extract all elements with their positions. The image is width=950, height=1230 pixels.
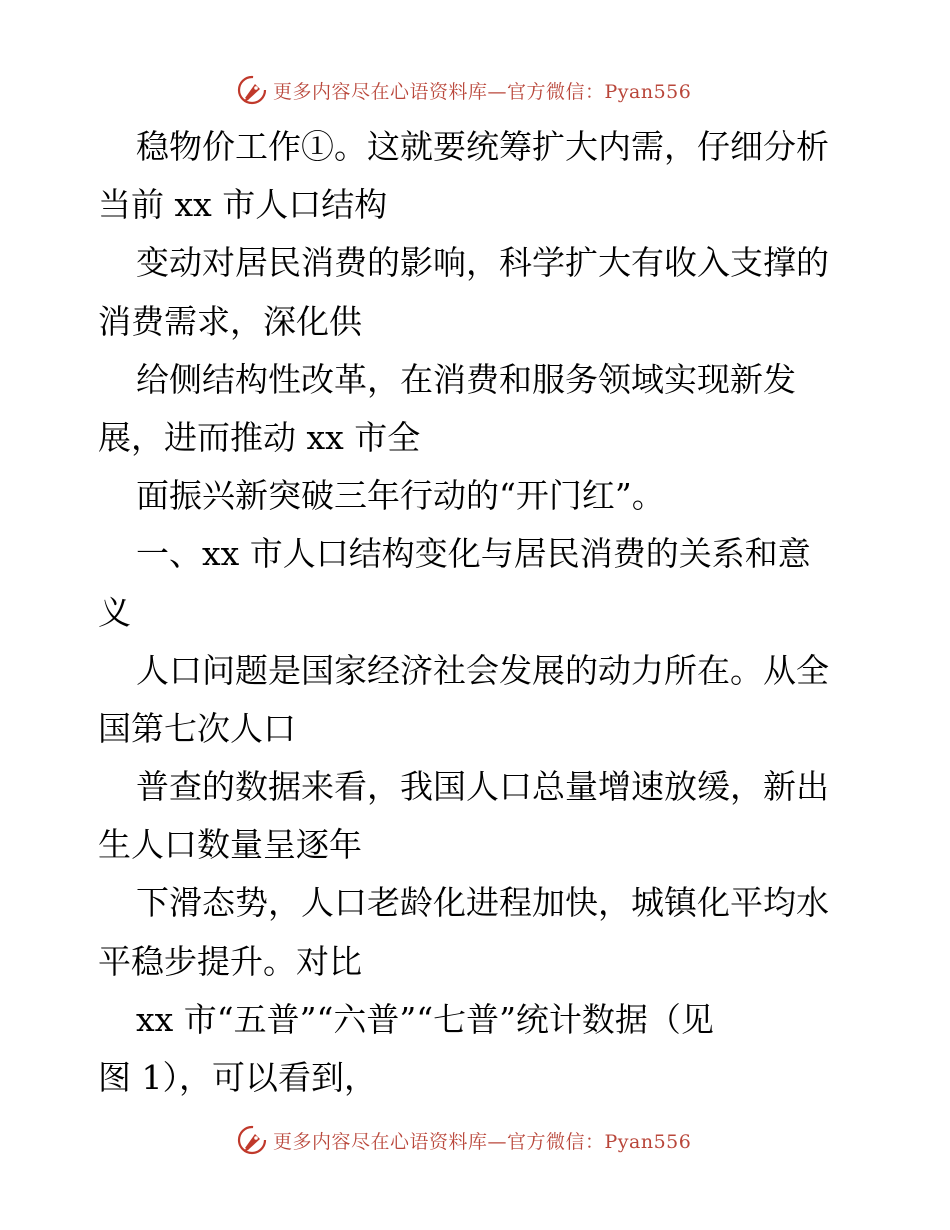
text-line: 面振兴新突破三年行动的“开门红”。 — [136, 476, 665, 516]
document-body — [98, 118, 858, 1107]
section-heading-continued: 义 — [98, 592, 131, 632]
text-line: xx 市“五普”“六普”“七普”统计数据（见 — [136, 999, 714, 1039]
text-line: 平稳步提升。对比 — [98, 941, 362, 981]
pen-nib-logo-icon — [235, 73, 269, 107]
text-line: 稳物价工作①。这就要统筹扩大内需，仔细分析 — [136, 127, 829, 166]
pen-nib-logo-icon — [235, 1123, 269, 1157]
footer-banner — [235, 1122, 691, 1158]
text-line: 变动对居民消费的影响，科学扩大有收入支撑的 — [136, 243, 829, 283]
text-line: 给侧结构性改革，在消费和服务领域实现新发 — [136, 359, 796, 399]
text-line: 人口问题是国家经济社会发展的动力所在。从全 — [136, 650, 829, 690]
header-banner-text: 更多内容尽在心语资料库—官方微信：Pyan556 — [273, 80, 692, 103]
section-heading: 一、xx 市人口结构变化与居民消费的关系和意 — [136, 534, 811, 574]
text-line: 当前 xx 市人口结构 — [98, 185, 388, 225]
text-line: 普查的数据来看，我国人口总量增速放缓，新出 — [136, 767, 829, 807]
text-line: 下滑态势，人口老龄化进程加快，城镇化平均水 — [136, 883, 829, 923]
header-banner — [235, 72, 691, 108]
text-line: 生人口数量呈逐年 — [98, 825, 362, 865]
text-line: 图 1），可以看到， — [98, 1058, 377, 1097]
text-line: 国第七次人口 — [98, 708, 296, 748]
footer-banner-text: 更多内容尽在心语资料库—官方微信：Pyan556 — [273, 1130, 692, 1153]
text-line: 展，进而推动 xx 市全 — [98, 417, 421, 457]
text-line: 消费需求，深化供 — [98, 301, 362, 341]
